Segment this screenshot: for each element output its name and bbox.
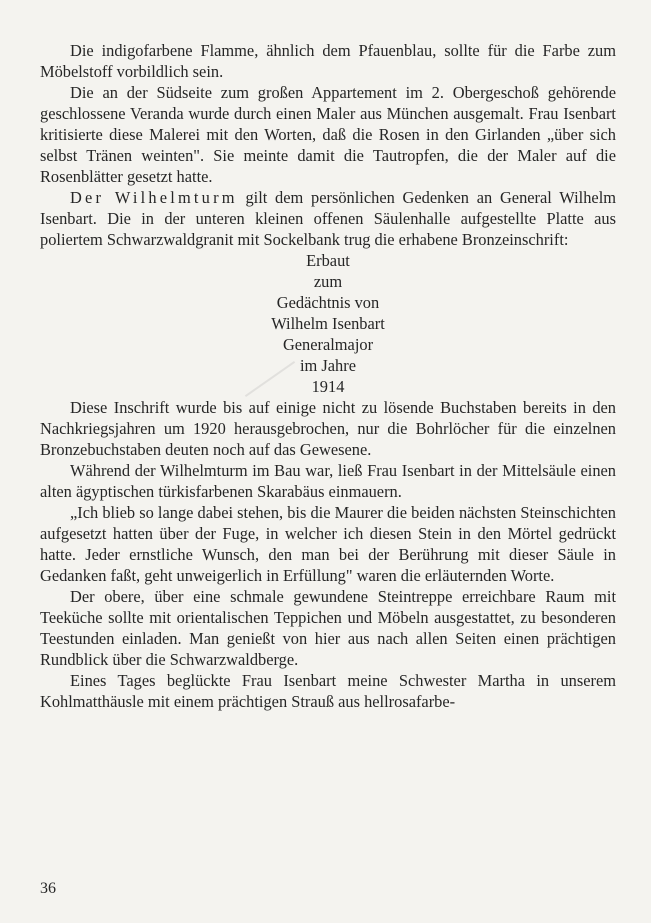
paragraph-inscription-removed: Diese Inschrift wurde bis auf einige nicht zu lösende Buchstaben bereits in den Nachkriegsjahren um 1920 herausgebrochen, nur die Bohrlöcher für die einzelnen Bronzebuchstaben deuten noch auf das Gewesene. [40, 398, 616, 459]
inscription-line: Erbaut [306, 251, 350, 270]
paragraph-scarab: Während der Wilhelmturm im Bau war, ließ Frau Isenbart in der Mittelsäule einen alten ägyptischen türkisfarbenen Skarabäus einmauern. [40, 461, 616, 501]
inscription-line: im Jahre [300, 356, 356, 375]
paragraph-veranda: Die an der Südseite zum großen Appartement im 2. Obergeschoß gehörende geschlossene Veranda wurde durch einen Maler aus München ausgemalt. Frau Isenbart kritisierte diese Malerei mit den Worten, daß die Rosen in den Girlanden „über sich selbst Tränen weinten". Sie meinte damit die Tautropfen, die der Maler auf die Rosenblätter gesetzt hatte. [40, 83, 616, 186]
spaced-term: Der Wilhelmturm [70, 188, 238, 207]
paragraph-indigo-flame: Die indigofarbene Flamme, ähnlich dem Pfauenblau, sollte für die Farbe zum Möbelstoff vorbildlich sein. [40, 41, 616, 81]
paragraph-martha: Eines Tages beglückte Frau Isenbart meine Schwester Martha in unserem Kohlmatthäusle mit einem prächtigen Strauß aus hellrosafarbe- [40, 671, 616, 711]
inscription-line: Generalmajor [282, 335, 374, 354]
body-text [40, 40, 616, 712]
inscription-line: zum [313, 272, 343, 291]
inscription-line: 1914 [311, 377, 345, 396]
paragraph-wilhelmturm-text: gilt dem persönlichen Gedenken an General Wilhelm Isenbart. Die in der unteren kleinen offenen Säulenhalle aufgestellte Platte aus poliertem Schwarzwaldgranit mit Sockelbank trug die erhabene Bronzeinschrift: [40, 188, 616, 249]
paragraph-quote: „Ich blieb so lange dabei stehen, bis die Maurer die beiden nächsten Steinschichten aufgesetzt hatten über der Fuge, in welcher ich diesen Stein in den Mörtel gedrückt hatte. Jeder ernstliche Wunsch, den man bei der Berührung mit dieser Säule in Gedanken faßt, geht unweigerlich in Erfüllung" waren die erläuternden Worte. [40, 503, 616, 585]
inscription-line: Gedächtnis von [276, 293, 380, 312]
paragraph-wilhelmturm [40, 187, 616, 250]
inscription-line: Wilhelm Isenbart [271, 314, 385, 333]
bronze-inscription [40, 250, 616, 397]
page-number: 36 [40, 880, 56, 897]
paragraph-tea-room: Der obere, über eine schmale gewundene Steintreppe erreichbare Raum mit Teeküche sollte mit orientalischen Teppichen und Möbeln ausgestattet, zu besonderen Teestunden einladen. Man genießt von hier aus nach allen Seiten einen prächtigen Rundblick über die Schwarzwaldberge. [40, 587, 616, 669]
